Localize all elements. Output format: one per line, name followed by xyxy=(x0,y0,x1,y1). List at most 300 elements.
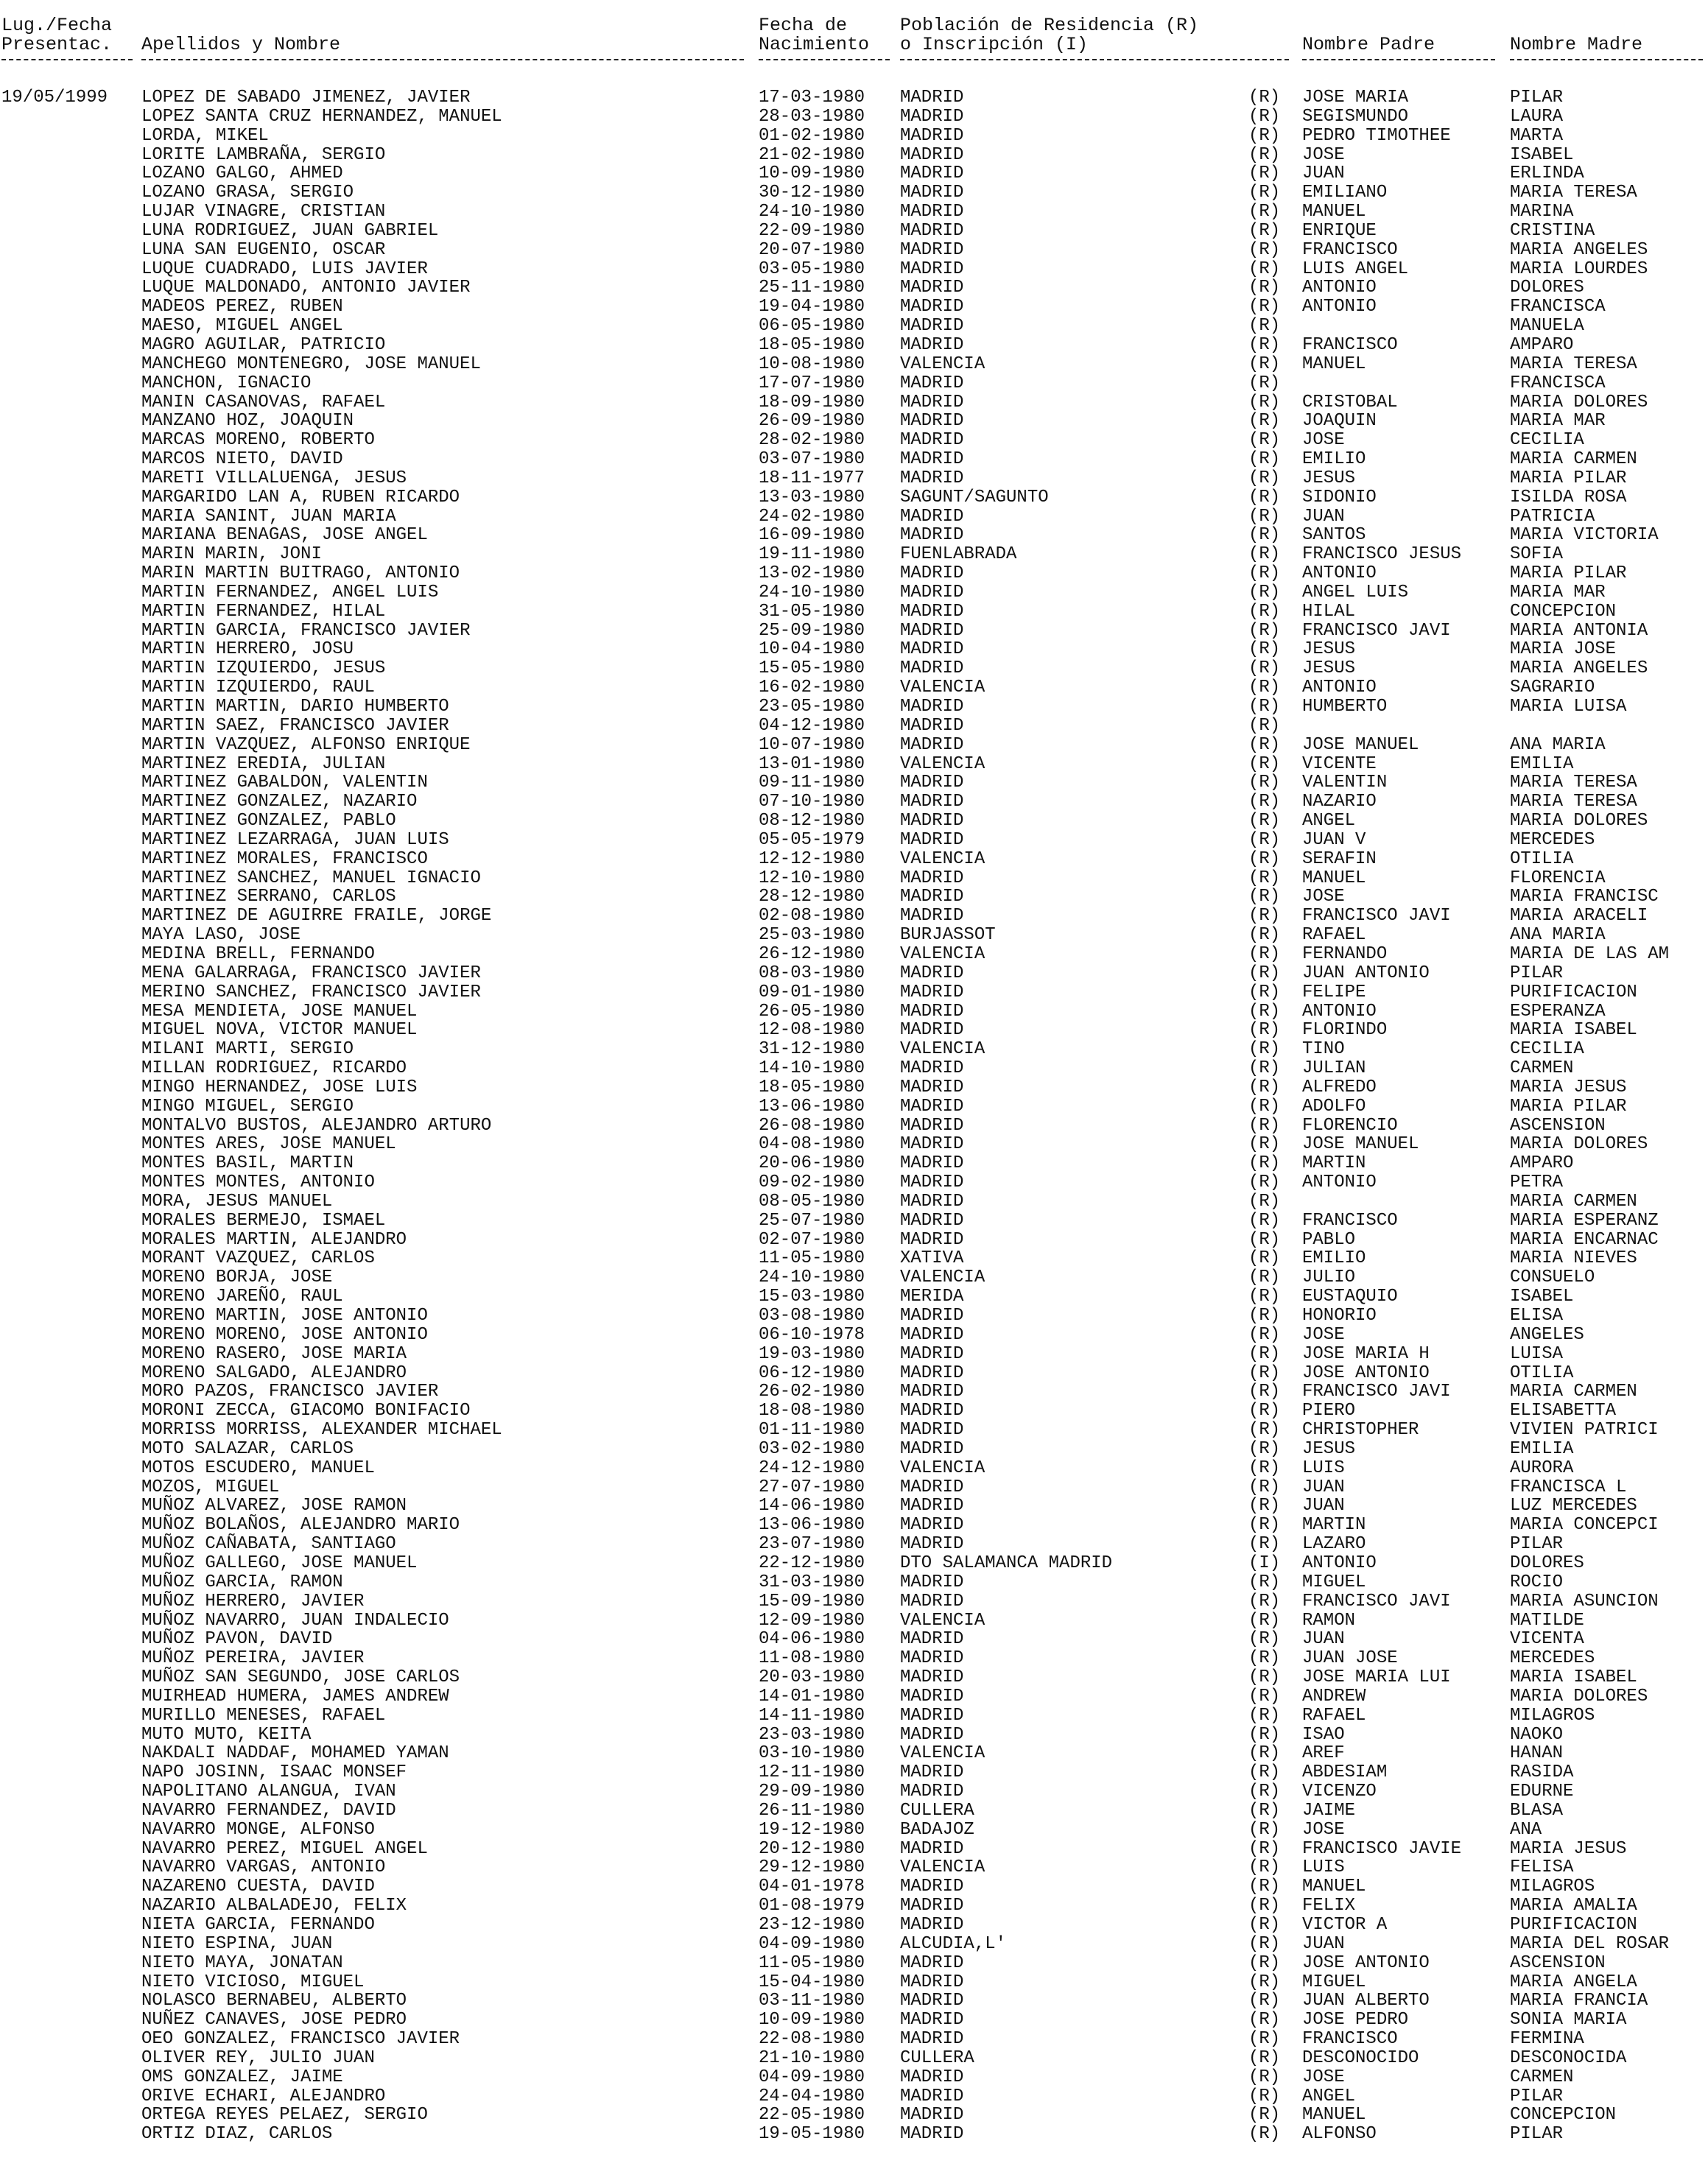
row-birth-date: 25-03-1980 xyxy=(759,925,865,946)
row-father-name: SIDONIO xyxy=(1302,487,1377,507)
row-residence-type: (R) xyxy=(1248,2029,1281,2050)
row-residence: MADRID xyxy=(900,2105,964,2126)
row-residence-type: (R) xyxy=(1248,906,1281,927)
row-father-name: JUAN ALBERTO xyxy=(1302,1991,1430,2011)
row-father-name: ANTONIO xyxy=(1302,278,1377,298)
row-residence-type: (R) xyxy=(1248,925,1281,946)
table-row xyxy=(0,1821,1708,1840)
table-row xyxy=(0,1078,1708,1097)
row-residence-type: (R) xyxy=(1248,1134,1281,1155)
row-mother-name: ELISA xyxy=(1510,1306,1564,1326)
table-row xyxy=(0,1630,1708,1649)
row-father-name: JOSE ANTONIO xyxy=(1302,1363,1430,1383)
row-mother-name: MARIA ANGELES xyxy=(1510,239,1648,260)
row-father-name: HILAL xyxy=(1302,601,1356,622)
header-residence-sublabel: o Inscripción (I) xyxy=(900,34,1089,55)
row-full-name: MARCAS MORENO, ROBERTO xyxy=(141,430,375,451)
row-father-name: MARTIN xyxy=(1302,1153,1366,1174)
table-row xyxy=(0,88,1708,108)
row-mother-name: MARIA JESUS xyxy=(1510,1077,1627,1097)
row-residence-type: (R) xyxy=(1248,2105,1281,2126)
row-mother-name: MILAGROS xyxy=(1510,1705,1595,1726)
row-father-name: ANGEL xyxy=(1302,811,1356,832)
row-residence: MADRID xyxy=(900,506,964,527)
row-father-name: ADOLFO xyxy=(1302,1096,1366,1117)
table-row xyxy=(0,526,1708,545)
row-full-name: MARTINEZ GONZALEZ, PABLO xyxy=(141,811,396,832)
row-mother-name: MARIA TERESA xyxy=(1510,792,1637,812)
row-residence-type: (R) xyxy=(1248,1572,1281,1592)
row-mother-name: MARIA PILAR xyxy=(1510,468,1627,488)
table-row xyxy=(0,717,1708,736)
row-birth-date: 10-09-1980 xyxy=(759,2010,865,2031)
row-residence: MADRID xyxy=(900,1629,964,1650)
row-father-name: FELIPE xyxy=(1302,982,1366,1002)
row-residence-type: (R) xyxy=(1248,183,1281,203)
row-full-name: MARTINEZ SANCHEZ, MANUEL IGNACIO xyxy=(141,868,481,888)
row-father-name: CRISTOBAL xyxy=(1302,392,1398,412)
row-residence-type: (R) xyxy=(1248,1248,1281,1269)
row-residence-type: (R) xyxy=(1248,1001,1281,1022)
row-residence: MADRID xyxy=(900,239,964,260)
table-row xyxy=(0,241,1708,260)
row-mother-name: MARIA DOLORES xyxy=(1510,811,1648,832)
table-row xyxy=(0,127,1708,146)
row-mother-name: MARTA xyxy=(1510,125,1564,146)
row-residence: MADRID xyxy=(900,1134,964,1155)
row-birth-date: 18-09-1980 xyxy=(759,392,865,412)
table-row xyxy=(0,545,1708,564)
row-full-name: NIETA GARCIA, FERNANDO xyxy=(141,1915,375,1935)
row-residence-type: (R) xyxy=(1248,278,1281,298)
row-full-name: MARTIN IZQUIERDO, RAUL xyxy=(141,678,375,698)
header-date-sublabel: Presentac. xyxy=(1,34,113,55)
table-row xyxy=(0,1877,1708,1896)
row-residence: MADRID xyxy=(900,1991,964,2011)
row-full-name: OMS GONZALEZ, JAIME xyxy=(141,2067,343,2087)
table-row xyxy=(0,1135,1708,1154)
row-residence: MADRID xyxy=(900,2086,964,2106)
row-mother-name: CONSUELO xyxy=(1510,1268,1595,1288)
row-full-name: NAPOLITANO ALANGUA, IVAN xyxy=(141,1782,396,1802)
row-full-name: MUÑOZ HERRERO, JAVIER xyxy=(141,1591,365,1611)
row-birth-date: 04-08-1980 xyxy=(759,1134,865,1155)
row-residence: MADRID xyxy=(900,734,964,755)
row-birth-date: 04-01-1978 xyxy=(759,1877,865,1897)
row-father-name: FRANCISCO JAVI xyxy=(1302,1382,1451,1402)
row-residence-type: (R) xyxy=(1248,1743,1281,1764)
row-birth-date: 04-09-1980 xyxy=(759,2067,865,2087)
row-residence: MADRID xyxy=(900,582,964,602)
row-full-name: MOTOS ESCUDERO, MANUEL xyxy=(141,1458,375,1478)
row-father-name: MIGUEL xyxy=(1302,1972,1366,1992)
table-row xyxy=(0,1097,1708,1117)
row-mother-name: MARIA CONCEPCI xyxy=(1510,1515,1659,1536)
row-residence: VALENCIA xyxy=(900,1610,985,1631)
row-full-name: MOTO SALAZAR, CARLOS xyxy=(141,1438,354,1459)
row-father-name: JULIO xyxy=(1302,1268,1356,1288)
row-residence: MADRID xyxy=(900,601,964,622)
row-residence: MADRID xyxy=(900,144,964,165)
row-residence: MADRID xyxy=(900,1115,964,1136)
row-residence-type: (R) xyxy=(1248,792,1281,812)
row-residence-type: (R) xyxy=(1248,1629,1281,1650)
row-birth-date: 31-05-1980 xyxy=(759,601,865,622)
row-birth-date: 24-10-1980 xyxy=(759,202,865,222)
row-full-name: OLIVER REY, JULIO JUAN xyxy=(141,2047,375,2068)
row-residence-type: (R) xyxy=(1248,1363,1281,1383)
row-residence-type: (R) xyxy=(1248,734,1281,755)
row-full-name: MARTINEZ DE AGUIRRE FRAILE, JORGE xyxy=(141,906,492,927)
row-mother-name: ESPERANZA xyxy=(1510,1001,1606,1022)
row-residence: MADRID xyxy=(900,1420,964,1441)
table-row xyxy=(0,1535,1708,1554)
table-row xyxy=(0,1516,1708,1535)
row-birth-date: 22-05-1980 xyxy=(759,2105,865,2126)
row-birth-date: 09-02-1980 xyxy=(759,1173,865,1193)
row-father-name: FRANCISCO xyxy=(1302,1210,1398,1231)
row-full-name: MORRISS MORRISS, ALEXANDER MICHAEL xyxy=(141,1420,502,1441)
row-full-name: NAVARRO FERNANDEZ, DAVID xyxy=(141,1800,396,1821)
row-full-name: MAGRO AGUILAR, PATRICIO xyxy=(141,334,386,355)
row-residence: MADRID xyxy=(900,1972,964,1992)
table-row xyxy=(0,1364,1708,1383)
row-residence-type: (R) xyxy=(1248,1229,1281,1250)
row-birth-date: 12-09-1980 xyxy=(759,1610,865,1631)
row-full-name: NUÑEZ CANAVES, JOSE PEDRO xyxy=(141,2010,407,2031)
row-residence: MADRID xyxy=(900,1667,964,1688)
row-father-name: JUAN xyxy=(1302,164,1345,184)
row-father-name: MANUEL xyxy=(1302,1877,1366,1897)
row-residence: VALENCIA xyxy=(900,1857,985,1878)
row-full-name: MARTIN GARCIA, FRANCISCO JAVIER xyxy=(141,620,471,641)
header-birth-label: Fecha de xyxy=(759,15,848,36)
row-residence-type: (R) xyxy=(1248,1382,1281,1402)
row-residence-type: (R) xyxy=(1248,563,1281,584)
row-mother-name: DESCONOCIDA xyxy=(1510,2047,1627,2068)
row-full-name: MAESO, MIGUEL ANGEL xyxy=(141,316,343,337)
row-residence-type: (R) xyxy=(1248,1896,1281,1916)
row-mother-name: MARIA ANTONIA xyxy=(1510,620,1648,641)
row-father-name: FLORINDO xyxy=(1302,1020,1388,1041)
row-residence: MADRID xyxy=(900,1210,964,1231)
row-father-name: MANUEL xyxy=(1302,202,1366,222)
row-residence-type: (R) xyxy=(1248,943,1281,964)
row-full-name: MARTINEZ MORALES, FRANCISCO xyxy=(141,848,428,869)
row-birth-date: 03-10-1980 xyxy=(759,1743,865,1764)
row-residence: MADRID xyxy=(900,1363,964,1383)
row-residence: MADRID xyxy=(900,525,964,546)
row-father-name: FERNANDO xyxy=(1302,943,1388,964)
row-residence-type: (R) xyxy=(1248,202,1281,222)
row-full-name: MORONI ZECCA, GIACOMO BONIFACIO xyxy=(141,1401,471,1421)
row-father-name: JUAN xyxy=(1302,506,1345,527)
row-full-name: LUQUE CUADRADO, LUIS JAVIER xyxy=(141,259,428,279)
row-full-name: MARIANA BENAGAS, JOSE ANGEL xyxy=(141,525,428,546)
row-birth-date: 31-12-1980 xyxy=(759,1039,865,1060)
row-mother-name: VIVIEN PATRICI xyxy=(1510,1420,1659,1441)
table-row xyxy=(0,659,1708,678)
row-residence-type: (R) xyxy=(1248,1343,1281,1364)
row-birth-date: 14-10-1980 xyxy=(759,1058,865,1079)
table-row xyxy=(0,773,1708,792)
row-full-name: MARIN MARTIN BUITRAGO, ANTONIO xyxy=(141,563,460,584)
table-row xyxy=(0,317,1708,336)
row-birth-date: 18-05-1980 xyxy=(759,1077,865,1097)
row-mother-name: NAOKO xyxy=(1510,1724,1564,1745)
row-mother-name: MARIA ANGELA xyxy=(1510,1972,1637,1992)
row-full-name: MANCHON, IGNACIO xyxy=(141,373,312,393)
table-row xyxy=(0,812,1708,831)
row-full-name: MONTES ARES, JOSE MANUEL xyxy=(141,1134,396,1155)
table-row xyxy=(0,222,1708,241)
row-father-name: EMILIANO xyxy=(1302,183,1388,203)
row-residence: MADRID xyxy=(900,164,964,184)
row-full-name: MARTIN FERNANDEZ, ANGEL LUIS xyxy=(141,582,439,602)
row-residence-type: (R) xyxy=(1248,525,1281,546)
row-full-name: MUÑOZ NAVARRO, JUAN INDALECIO xyxy=(141,1610,449,1631)
table-row xyxy=(0,831,1708,850)
row-residence: MADRID xyxy=(900,202,964,222)
row-full-name: MORALES BERMEJO, ISMAEL xyxy=(141,1210,386,1231)
row-father-name: VICENZO xyxy=(1302,1782,1377,1802)
row-birth-date: 21-02-1980 xyxy=(759,144,865,165)
row-father-name: MANUEL xyxy=(1302,868,1366,888)
row-birth-date: 25-07-1980 xyxy=(759,1210,865,1231)
table-row xyxy=(0,431,1708,450)
row-residence-type: (R) xyxy=(1248,1287,1281,1307)
row-residence-type: (R) xyxy=(1248,868,1281,888)
separator-father xyxy=(1302,59,1495,60)
row-father-name: ANGEL xyxy=(1302,2086,1356,2106)
table-row xyxy=(0,1706,1708,1726)
row-father-name: PEDRO TIMOTHEE xyxy=(1302,125,1451,146)
table-row xyxy=(0,1782,1708,1801)
row-birth-date: 03-07-1980 xyxy=(759,449,865,470)
row-mother-name: CARMEN xyxy=(1510,2067,1574,2087)
row-residence-type: (R) xyxy=(1248,887,1281,907)
row-residence-type: (R) xyxy=(1248,1268,1281,1288)
row-residence: MADRID xyxy=(900,1648,964,1669)
table-row xyxy=(0,469,1708,488)
row-residence: MADRID xyxy=(900,220,964,241)
row-residence: MADRID xyxy=(900,1782,964,1802)
row-full-name: MERINO SANCHEZ, FRANCISCO JAVIER xyxy=(141,982,481,1002)
row-birth-date: 03-08-1980 xyxy=(759,1306,865,1326)
row-mother-name: FERMINA xyxy=(1510,2029,1584,2050)
row-mother-name: ERLINDA xyxy=(1510,164,1584,184)
row-residence-type: (R) xyxy=(1248,1096,1281,1117)
row-father-name: JUAN xyxy=(1302,1933,1345,1954)
row-residence: MERIDA xyxy=(900,1287,964,1307)
table-row xyxy=(0,1497,1708,1516)
row-mother-name: MERCEDES xyxy=(1510,1648,1595,1669)
row-mother-name: LUZ MERCEDES xyxy=(1510,1496,1637,1516)
row-full-name: MARETI VILLALUENGA, JESUS xyxy=(141,468,407,488)
row-mother-name: MARIA PILAR xyxy=(1510,1096,1627,1117)
row-father-name: JOSE MARIA LUI xyxy=(1302,1667,1451,1688)
row-father-name: JOSE xyxy=(1302,2067,1345,2087)
row-birth-date: 26-12-1980 xyxy=(759,943,865,964)
row-mother-name: MARIA ISABEL xyxy=(1510,1667,1637,1688)
row-birth-date: 02-07-1980 xyxy=(759,1229,865,1250)
table-row xyxy=(0,1173,1708,1192)
row-full-name: MARTIN VAZQUEZ, ALFONSO ENRIQUE xyxy=(141,734,471,755)
row-residence-type: (R) xyxy=(1248,259,1281,279)
row-mother-name: LAURA xyxy=(1510,106,1564,127)
row-mother-name: DOLORES xyxy=(1510,278,1584,298)
row-mother-name: CONCEPCION xyxy=(1510,2105,1617,2126)
table-row xyxy=(0,1307,1708,1326)
row-mother-name: MARIA DE LAS AM xyxy=(1510,943,1670,964)
row-birth-date: 29-12-1980 xyxy=(759,1857,865,1878)
row-mother-name: MARIA ESPERANZ xyxy=(1510,1210,1659,1231)
row-father-name: FRANCISCO JAVI xyxy=(1302,906,1451,927)
row-residence-type: (R) xyxy=(1248,430,1281,451)
row-residence-type: (R) xyxy=(1248,1401,1281,1421)
row-residence: MADRID xyxy=(900,1401,964,1421)
row-birth-date: 18-05-1980 xyxy=(759,334,865,355)
row-full-name: OEO GONZALEZ, FRANCISCO JAVIER xyxy=(141,2029,460,2050)
row-father-name: JOSE PEDRO xyxy=(1302,2010,1409,2031)
row-full-name: MORENO BORJA, JOSE xyxy=(141,1268,333,1288)
table-row xyxy=(0,260,1708,279)
row-residence-type: (R) xyxy=(1248,354,1281,374)
table-row xyxy=(0,926,1708,945)
row-residence-type: (R) xyxy=(1248,1915,1281,1935)
row-residence: SAGUNT/SAGUNTO xyxy=(900,487,1049,507)
row-residence-type: (R) xyxy=(1248,1420,1281,1441)
row-father-name: SEGISMUNDO xyxy=(1302,106,1409,127)
table-row xyxy=(0,146,1708,165)
row-father-name: MIGUEL xyxy=(1302,1572,1366,1592)
row-father-name: JESUS xyxy=(1302,639,1356,660)
row-full-name: MONTALVO BUSTOS, ALEJANDRO ARTURO xyxy=(141,1115,492,1136)
row-residence: MADRID xyxy=(900,2010,964,2031)
row-residence-type: (R) xyxy=(1248,1705,1281,1726)
separator-birth xyxy=(759,59,890,60)
row-birth-date: 05-05-1979 xyxy=(759,829,865,850)
row-residence: MADRID xyxy=(900,1838,964,1859)
row-mother-name: MARIA ISABEL xyxy=(1510,1020,1637,1041)
row-mother-name: MARIA ANGELES xyxy=(1510,658,1648,679)
row-father-name: ALFONSO xyxy=(1302,2124,1377,2145)
row-mother-name: HANAN xyxy=(1510,1743,1564,1764)
row-residence-type: (R) xyxy=(1248,411,1281,432)
row-residence-type: (R) xyxy=(1248,1800,1281,1821)
row-full-name: LOPEZ SANTA CRUZ HERNANDEZ, MANUEL xyxy=(141,106,502,127)
row-birth-date: 31-03-1980 xyxy=(759,1572,865,1592)
row-birth-date: 15-04-1980 xyxy=(759,1972,865,1992)
row-birth-date: 11-08-1980 xyxy=(759,1648,865,1669)
row-full-name: MARGARIDO LAN A, RUBEN RICARDO xyxy=(141,487,460,507)
row-residence: MADRID xyxy=(900,2067,964,2087)
row-residence-type: (R) xyxy=(1248,582,1281,602)
row-residence-type: (R) xyxy=(1248,239,1281,260)
row-father-name: JUAN xyxy=(1302,1477,1345,1497)
row-birth-date: 12-11-1980 xyxy=(759,1762,865,1783)
row-father-name: JUAN V xyxy=(1302,829,1366,850)
row-full-name: MEDINA BRELL, FERNANDO xyxy=(141,943,375,964)
row-full-name: MARTINEZ GONZALEZ, NAZARIO xyxy=(141,792,418,812)
row-full-name: MARTIN MARTIN, DARIO HUMBERTO xyxy=(141,697,449,717)
row-mother-name: PURIFICACION xyxy=(1510,1915,1637,1935)
row-father-name: ENRIQUE xyxy=(1302,220,1377,241)
row-birth-date: 13-01-1980 xyxy=(759,753,865,774)
row-birth-date: 23-07-1980 xyxy=(759,1534,865,1555)
row-residence: MADRID xyxy=(900,658,964,679)
row-birth-date: 26-08-1980 xyxy=(759,1115,865,1136)
row-father-name: FRANCISCO xyxy=(1302,239,1398,260)
row-birth-date: 16-09-1980 xyxy=(759,525,865,546)
row-mother-name: MARINA xyxy=(1510,202,1574,222)
row-residence-type: (R) xyxy=(1248,1077,1281,1097)
row-mother-name: PILAR xyxy=(1510,963,1564,983)
row-father-name: ANTONIO xyxy=(1302,678,1377,698)
row-mother-name: FRANCISCA xyxy=(1510,297,1606,317)
row-full-name: MUÑOZ CAÑABATA, SANTIAGO xyxy=(141,1534,396,1555)
table-row xyxy=(0,374,1708,393)
row-father-name: FRANCISCO JAVI xyxy=(1302,620,1451,641)
row-residence-type: (R) xyxy=(1248,639,1281,660)
row-mother-name: MARIA FRANCISC xyxy=(1510,887,1659,907)
table-row xyxy=(0,1554,1708,1573)
row-residence: MADRID xyxy=(900,1229,964,1250)
row-birth-date: 07-10-1980 xyxy=(759,792,865,812)
row-residence-type: (R) xyxy=(1248,164,1281,184)
row-full-name: LORITE LAMBRAÑA, SERGIO xyxy=(141,144,386,165)
row-residence: VALENCIA xyxy=(900,354,985,374)
row-residence-type: (R) xyxy=(1248,373,1281,393)
row-full-name: MORO PAZOS, FRANCISCO JAVIER xyxy=(141,1382,439,1402)
row-father-name: FRANCISCO xyxy=(1302,334,1398,355)
table-row xyxy=(0,1840,1708,1859)
row-residence-type: (R) xyxy=(1248,1667,1281,1688)
row-birth-date: 15-09-1980 xyxy=(759,1591,865,1611)
row-mother-name: PILAR xyxy=(1510,88,1564,108)
row-birth-date: 25-09-1980 xyxy=(759,620,865,641)
table-row xyxy=(0,2030,1708,2049)
row-father-name: ANTONIO xyxy=(1302,1173,1377,1193)
row-birth-date: 24-10-1980 xyxy=(759,582,865,602)
row-birth-date: 24-04-1980 xyxy=(759,2086,865,2106)
row-residence: CULLERA xyxy=(900,1800,974,1821)
row-father-name: ANTONIO xyxy=(1302,297,1377,317)
row-residence-type: (R) xyxy=(1248,1724,1281,1745)
table-row xyxy=(0,2106,1708,2125)
row-residence: MADRID xyxy=(900,811,964,832)
row-full-name: NOLASCO BERNABEU, ALBERTO xyxy=(141,1991,407,2011)
row-full-name: MANIN CASANOVAS, RAFAEL xyxy=(141,392,386,412)
row-mother-name: MARIA TERESA xyxy=(1510,354,1637,374)
row-mother-name: CECILIA xyxy=(1510,430,1584,451)
row-residence: MADRID xyxy=(900,1705,964,1726)
row-residence-type: (R) xyxy=(1248,1838,1281,1859)
table-row xyxy=(0,1801,1708,1821)
row-full-name: MARIA SANINT, JUAN MARIA xyxy=(141,506,396,527)
table-row xyxy=(0,183,1708,203)
row-residence: MADRID xyxy=(900,1896,964,1916)
row-father-name: EUSTAQUIO xyxy=(1302,1287,1398,1307)
row-birth-date: 20-03-1980 xyxy=(759,1667,865,1688)
table-row xyxy=(0,736,1708,755)
row-residence: MADRID xyxy=(900,1058,964,1079)
row-mother-name: SOFIA xyxy=(1510,544,1564,565)
row-residence-type: (R) xyxy=(1248,982,1281,1002)
row-father-name: LUIS ANGEL xyxy=(1302,259,1409,279)
row-full-name: NAPO JOSINN, ISAAC MONSEF xyxy=(141,1762,407,1783)
row-birth-date: 10-09-1980 xyxy=(759,164,865,184)
